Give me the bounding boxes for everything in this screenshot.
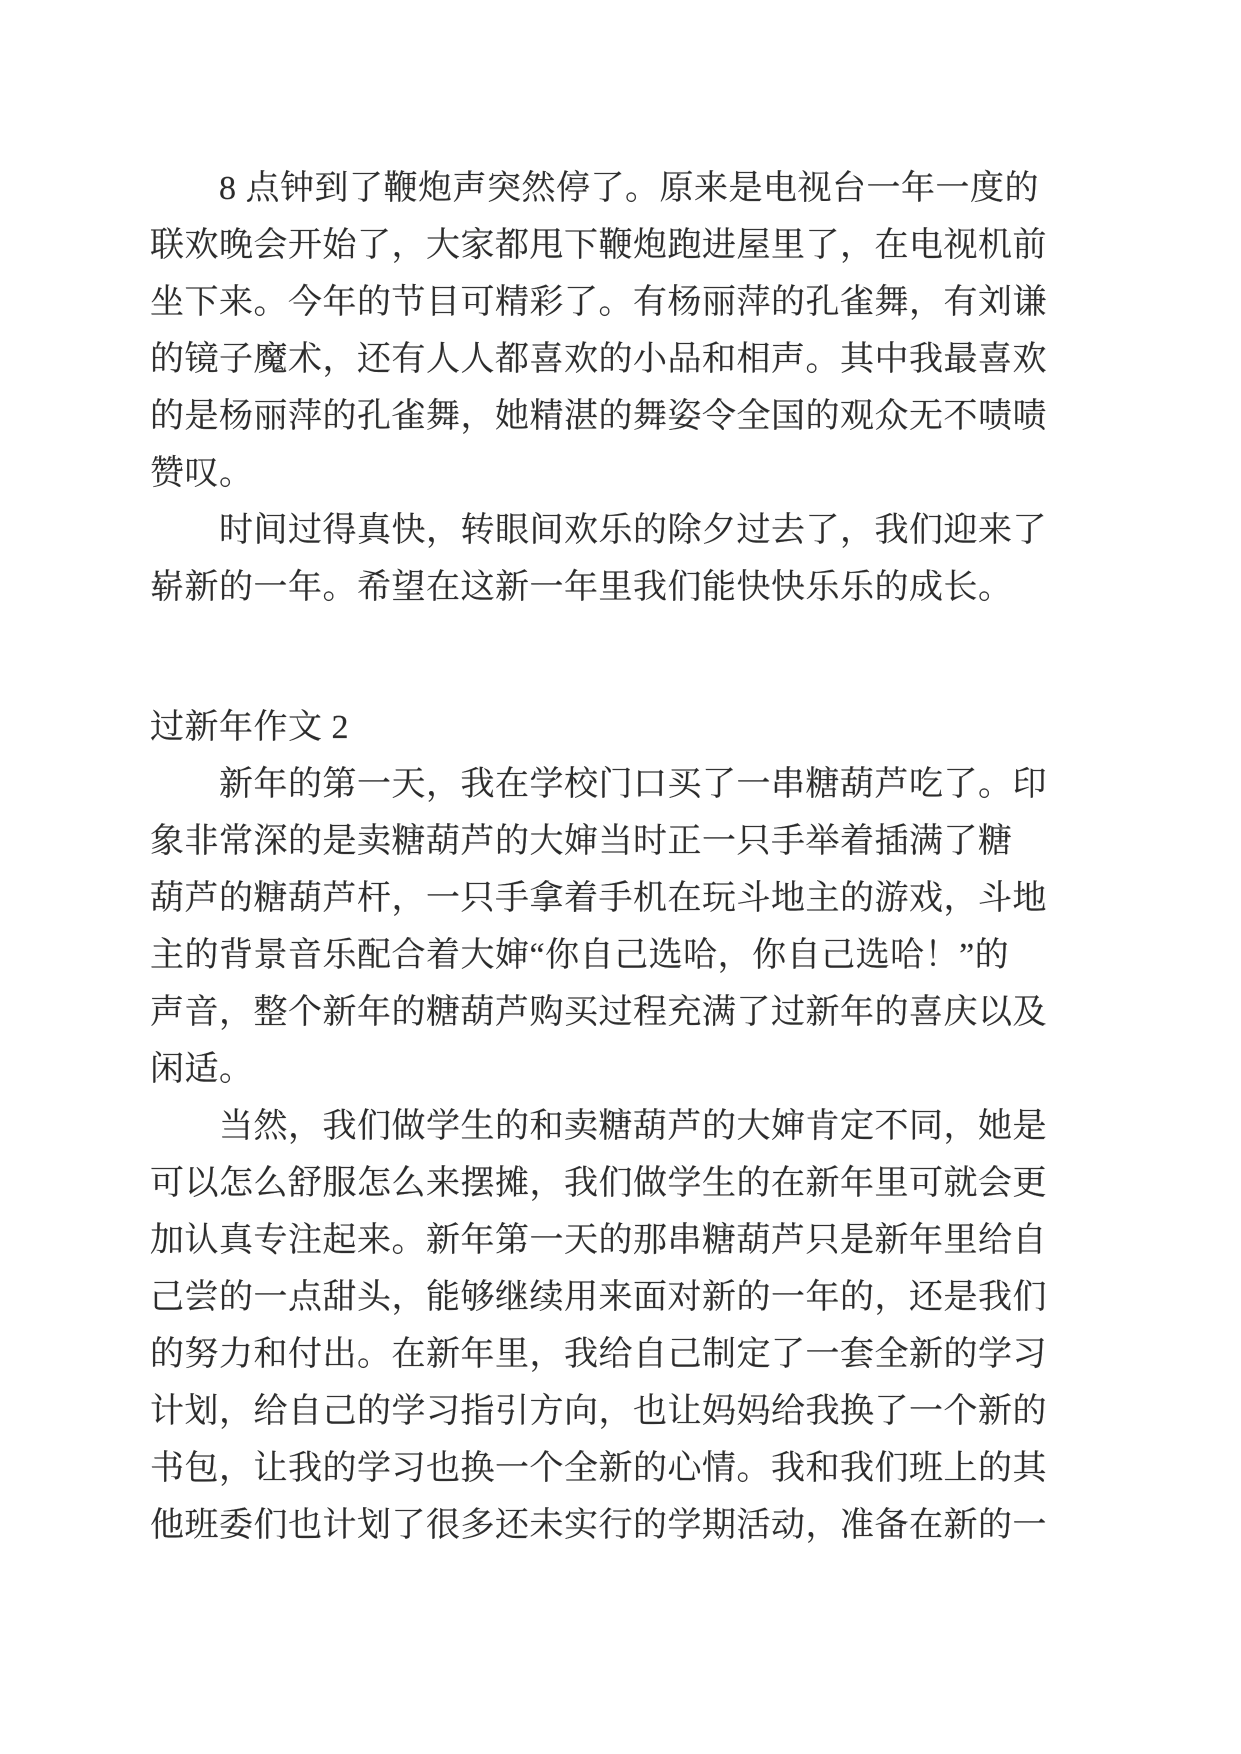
text-line: 的努力和付出。在新年里，我给自己制定了一套全新的学习 xyxy=(150,1336,1047,1373)
text-line: 坐下来。今年的节目可精彩了。有杨丽萍的孔雀舞，有刘谦 xyxy=(150,284,1047,321)
text-line: 主的背景音乐配合着大婶“你自己选哈，你自己选哈！”的 xyxy=(150,937,1010,974)
text-line: 时间过得真快，转眼间欢乐的除夕过去了，我们迎来了 xyxy=(219,512,1047,549)
text-line: 8 点钟到了鞭炮声突然停了。原来是电视台一年一度的 xyxy=(219,170,1039,207)
paragraph-block xyxy=(150,502,1050,616)
text-line: 崭新的一年。希望在这新一年里我们能快快乐乐的成长。 xyxy=(150,569,1013,606)
text-line: 书包，让我的学习也换一个全新的心情。我和我们班上的其 xyxy=(150,1450,1047,1487)
text-line: 葫芦的糖葫芦杆，一只手拿着手机在玩斗地主的游戏，斗地 xyxy=(150,880,1047,917)
text-line: 计划，给自己的学习指引方向，也让妈妈给我换了一个新的 xyxy=(150,1393,1047,1430)
text-line: 可以怎么舒服怎么来摆摊，我们做学生的在新年里可就会更 xyxy=(150,1165,1047,1202)
section-heading: 过新年作文 2 xyxy=(150,709,349,746)
text-line: 赞叹。 xyxy=(150,455,254,492)
text-line: 加认真专注起来。新年第一天的那串糖葫芦只是新年里给自 xyxy=(150,1222,1047,1259)
text-line: 的镜子魔术，还有人人都喜欢的小品和相声。其中我最喜欢 xyxy=(150,341,1047,378)
document-content xyxy=(150,160,1050,1554)
paragraph-block xyxy=(150,160,1050,502)
text-line: 己尝的一点甜头，能够继续用来面对新的一年的，还是我们 xyxy=(150,1279,1047,1316)
text-line: 新年的第一天，我在学校门口买了一串糖葫芦吃了。印 xyxy=(219,766,1047,803)
text-line: 当然，我们做学生的和卖糖葫芦的大婶肯定不同，她是 xyxy=(219,1108,1047,1145)
text-line: 他班委们也计划了很多还未实行的学期活动，准备在新的一 xyxy=(150,1507,1047,1544)
section-heading-block xyxy=(150,699,1050,756)
text-line: 声音，整个新年的糖葫芦购买过程充满了过新年的喜庆以及 xyxy=(150,994,1047,1031)
paragraph-block xyxy=(150,1098,1050,1554)
paragraph-block xyxy=(150,756,1050,1098)
text-line: 的是杨丽萍的孔雀舞，她精湛的舞姿令全国的观众无不啧啧 xyxy=(150,398,1047,435)
text-line: 象非常深的是卖糖葫芦的大婶当时正一只手举着插满了糖 xyxy=(150,823,1013,860)
text-line: 联欢晚会开始了，大家都甩下鞭炮跑进屋里了，在电视机前 xyxy=(150,227,1047,264)
text-line: 闲适。 xyxy=(150,1051,254,1088)
